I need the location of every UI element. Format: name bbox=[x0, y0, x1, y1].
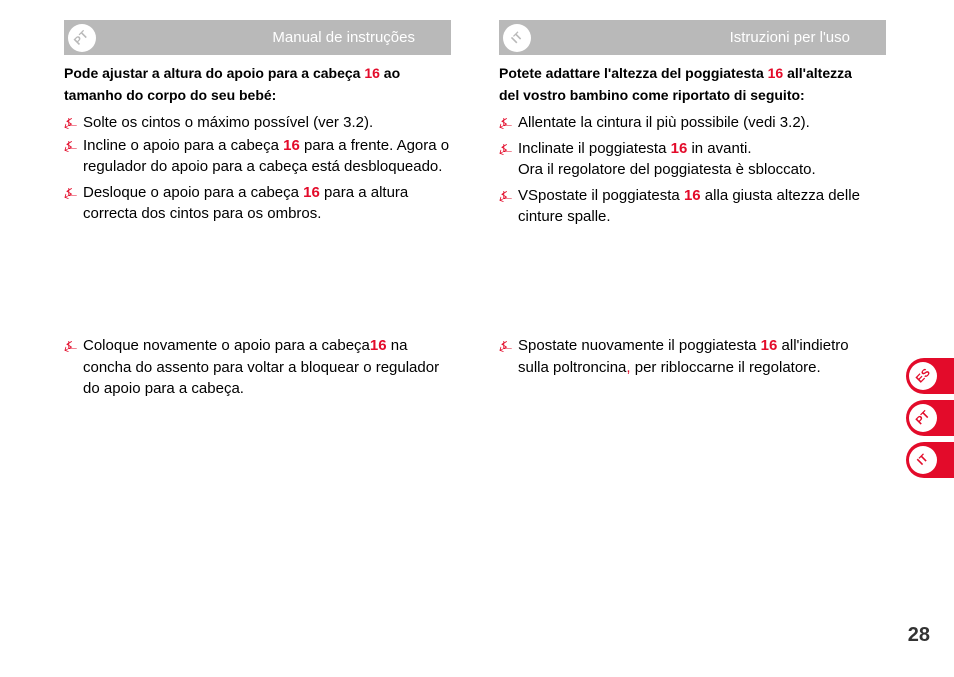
step-pt-1: ⍼ Solte os cintos o máximo possível (ver 3.2). bbox=[64, 112, 456, 134]
column-it bbox=[499, 63, 871, 228]
step-arrow-icon: ⍼ bbox=[64, 137, 78, 155]
step-it-4: ⍼ Spostate nuovamente il poggiatesta 16 all'indietro sulla poltroncina, per ribloccarne il regolatore. bbox=[499, 337, 849, 376]
column-pt-2 bbox=[64, 335, 456, 400]
step-arrow-icon: ⍼ bbox=[499, 187, 513, 205]
page-number: 28 bbox=[907, 624, 930, 646]
header-pt bbox=[64, 20, 451, 55]
step-pt-3: ⍼ Desloque o apoio para a cabeça 16 para a altura correcta dos cintos para os ombros. bbox=[64, 183, 409, 222]
step-arrow-icon: ⍼ bbox=[64, 115, 78, 132]
step-pt-4: ⍼ Coloque novamente o apoio para a cabeça16 na concha do assento para voltar a bloquear o regulador do apoio para a cabeça. bbox=[64, 337, 440, 397]
language-badge-it: IT bbox=[503, 24, 531, 52]
step-pt-2: ⍼ Incline o apoio para a cabeça 16 para a frente. Agora o regulador do apoio para a cabeça está desbloqueado. bbox=[64, 136, 450, 175]
language-badge-pt: PT bbox=[68, 24, 96, 52]
side-tab-es[interactable]: ES bbox=[906, 358, 954, 394]
header-title-pt: Manual de instruções bbox=[272, 29, 415, 46]
step-arrow-icon: ⍼ bbox=[64, 184, 78, 202]
step-it-2: ⍼ Inclinate il poggiatesta 16 in avanti. Ora il regolatore del poggiatesta è sbloccato. bbox=[499, 139, 816, 178]
side-tab-pt[interactable]: PT bbox=[906, 400, 954, 436]
column-pt bbox=[64, 63, 456, 225]
header-title-it: Istruzioni per l'uso bbox=[729, 29, 850, 46]
intro-it: Potete adattare l'altezza del poggiatesta 16 all'altezza del vostro bambino come riportato di seguito: bbox=[499, 65, 852, 103]
step-arrow-icon: ⍼ bbox=[64, 338, 78, 355]
step-arrow-icon: ⍼ bbox=[499, 140, 513, 158]
step-it-3: ⍼ VSpostate il poggiatesta 16 alla giusta altezza delle cinture spalle. bbox=[499, 186, 860, 225]
step-arrow-icon: ⍼ bbox=[499, 115, 513, 132]
side-tab-it[interactable]: IT bbox=[906, 442, 954, 478]
intro-pt: Pode ajustar a altura do apoio para a cabeça 16 ao tamanho do corpo do seu bebé: bbox=[64, 65, 401, 103]
step-arrow-icon: ⍼ bbox=[499, 338, 513, 355]
step-it-1: ⍼ Allentate la cintura il più possibile (vedi 3.2). bbox=[499, 112, 871, 134]
column-it-2 bbox=[499, 335, 871, 378]
header-it bbox=[499, 20, 886, 55]
